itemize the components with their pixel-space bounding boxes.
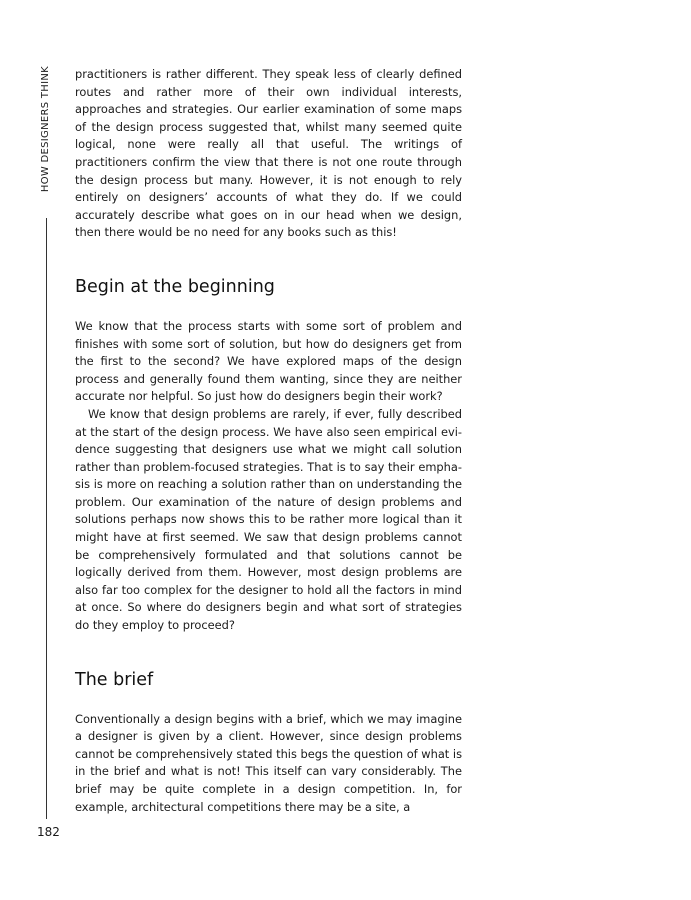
page-number: 182 [37,825,60,839]
running-head-text: HOW DESIGNERS THINK [40,66,51,193]
section-heading-begin: Begin at the beginning [75,276,275,297]
paragraph-brief-1: Conventionally a design begins with a brief, which we may imagine a designer is given by a client. However, since design problems cannot be comprehensively stated this begs the question of what is in the brief and what is not! This itself can vary considerably. The brief may be quite complete in a design competition. In, for example, architectural competitions there may be a site, a [75,711,462,814]
side-rule-divider [46,218,47,819]
paragraph-intro: practitioners is rather different. They speak less of clearly defined routes and rather more of their own individual interests, approaches and strategies. Our earlier examination of some maps of the design process suggested that, whilst many seemed quite logical, none were really all that useful. The writings of practitioners confirm the view that there is not one route through the design process but many. However, it is not enough to rely entirely on designers’ accounts of what they do. If we could accurately describe what goes on in our head when we design, then there would be no need for any books such as this! [75,67,462,240]
paragraph-begin-1: We know that the process starts with some sort of problem and finishes with some sort of solution, but how do designers get from the first to the second? We have explored maps of the design process and generally found them wanting, since they are neither accurate nor helpful. So just how do designers begin their work? [75,318,462,404]
body-text [75,66,462,816]
paragraph-begin-2: We know that design problems are rarely, if ever, fully described at the start of the design process. We have also seen empirical evidence suggesting that designers use what we might call solution rather than problem-focused strategies. That is to say their emphasis is more on reaching a solution rather than on understanding the problem. Our examination of the nature of design problems and solutions perhaps now shows this to be rather more logical than it might have at first seemed. We saw that design problems cannot be comprehensively formulated and that solutions cannot be logically derived from them. However, most design problems are also far too complex for the designer to hold all the factors in mind at once. So where do designers begin and what sort of strategies do they employ to proceed? [75,406,462,633]
section-heading-brief: The brief [75,669,154,690]
running-head [39,66,53,206]
